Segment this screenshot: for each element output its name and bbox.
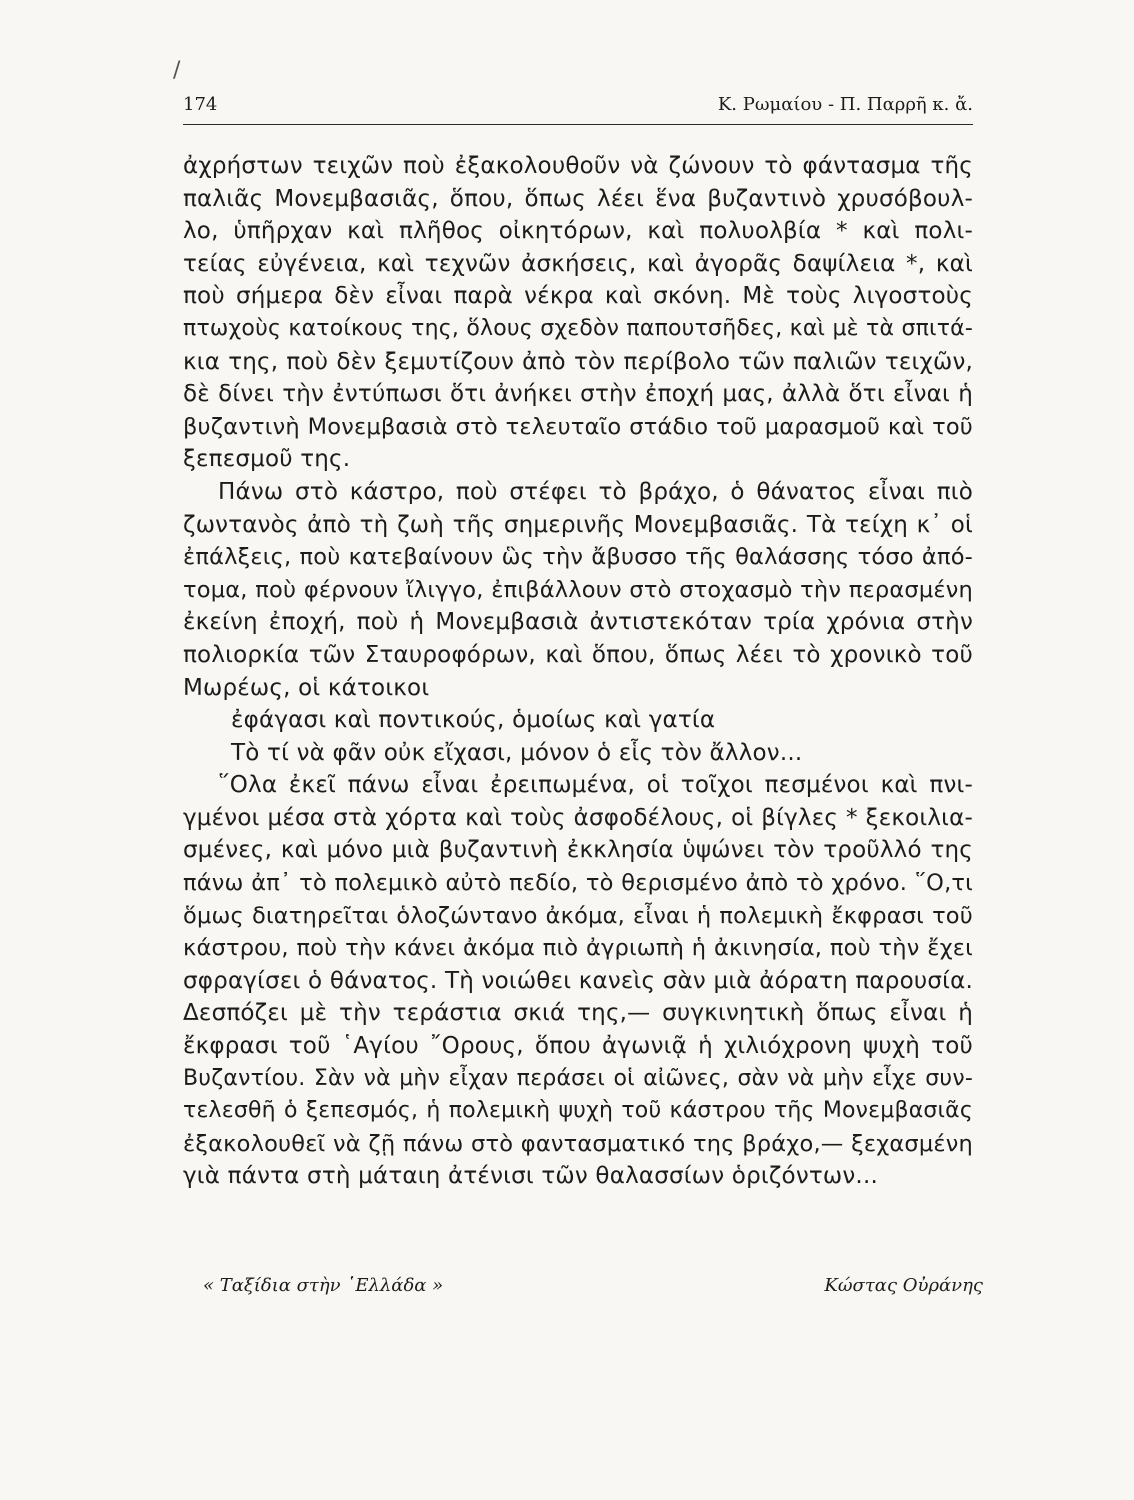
text-line: ξεπεσμοῦ της. xyxy=(183,446,351,473)
text-line: τομα, ποὺ φέρνουν ἴλιγγο, ἐπιβάλλουν στὸ στοχασμὸ τὴν περασμένη xyxy=(183,576,973,603)
text-line: πάνω ἀπ᾽ τὸ πολεμικὸ αὐτὸ πεδίο, τὸ θερισμένο ἀπὸ τὸ χρόνο. ῞Ο,τι xyxy=(183,870,973,897)
text-line: ζωντανὸς ἀπὸ τὴ ζωὴ τῆς σημερινῆς Μονεμβασιᾶς. Τὰ τείχη κ᾽ οἱ xyxy=(183,511,973,538)
text-line: γμένοι μέσα στὰ χόρτα καὶ τοὺς ἀσφοδέλους, οἱ βίγλες * ξεκοιλια- xyxy=(183,804,973,831)
text-line: σμένες, καὶ μόνο μιὰ βυζαντινὴ ἐκκλησία ὑψώνει τὸν τροῦλλό της xyxy=(183,837,973,864)
text-line: τελεσθῆ ὁ ξεπεσμός, ἡ πολεμικὴ ψυχὴ τοῦ κάστρου τῆς Μονεμβασιᾶς xyxy=(183,1098,973,1124)
text-line: σφραγίσει ὁ θάνατος. Τὴ νοιώθει κανεὶς σὰν μιὰ ἀόρατη παρουσία. xyxy=(183,967,973,994)
text-line: ὅμως διατηρεῖται ὁλοζώντανο ἀκόμα, εἶναι ἡ πολεμικὴ ἔκφρασι τοῦ xyxy=(183,902,973,929)
source-title: « Ταξίδια στὴν ῾Ελλάδα » xyxy=(203,1275,444,1296)
text-line: Βυζαντίου. Σὰν νὰ μὴν εἶχαν περάσει οἱ αἰῶνες, σὰν νὰ μὴν εἶχε συν- xyxy=(183,1065,973,1091)
verse-line: ἐφάγασι καὶ ποντικούς, ὁμοίως καὶ γατία xyxy=(231,707,716,734)
page-header xyxy=(183,88,973,118)
text-line: ἐκείνη ἐποχή, ποὺ ἡ Μονεμβασιὰ ἀντιστεκόταν τρία χρόνια στὴν xyxy=(183,609,973,636)
running-title: Κ. Ρωμαίου - Π. Παρρῆ κ. ἄ. xyxy=(717,94,973,115)
text-line: βυζαντινὴ Μονεμβασιὰ στὸ τελευταῖο στάδιο τοῦ μαρασμοῦ καὶ τοῦ xyxy=(183,413,973,440)
text-line: γιὰ πάντα στὴ μάταιη ἀτένισι τῶν θαλασσίων ὁριζόντων... xyxy=(183,1163,878,1190)
text-line: ποὺ σήμερα δὲν εἶναι παρὰ νέκρα καὶ σκόνη. Μὲ τοὺς λιγοστοὺς xyxy=(183,283,973,310)
body-text xyxy=(183,150,973,1193)
header-rule xyxy=(183,124,973,125)
text-line: ῞Ολα ἐκεῖ πάνω εἶναι ἐρειπωμένα, οἱ τοῖχοι πεσμένοι καὶ πνι- xyxy=(218,772,973,799)
page-number: 174 xyxy=(183,94,218,115)
text-line: ἔκφρασι τοῦ ῾Αγίου ῎Ορους, ὅπου ἀγωνιᾷ ἡ χιλιόχρονη ψυχὴ τοῦ xyxy=(183,1033,973,1060)
margin-pencil-mark: / xyxy=(173,58,181,83)
text-line: τείας εὐγένεια, καὶ τεχνῶν ἀσκήσεις, καὶ ἀγορᾶς δαψίλεια *, καὶ xyxy=(183,250,973,277)
text-line: Μωρέως, οἱ κάτοικοι xyxy=(183,674,430,701)
text-line: λο, ὑπῆρχαν καὶ πλῆθος οἰκητόρων, καὶ πολυολβία * καὶ πολι- xyxy=(183,218,973,245)
author-name: Κώστας Οὐράνης xyxy=(824,1275,983,1296)
text-line: ἐπάλξεις, ποὺ κατεβαίνουν ὣς τὴν ἄβυσσο τῆς θαλάσσης τόσο ἀπό- xyxy=(183,544,973,571)
verse-line: Τὸ τί νὰ φᾶν οὐκ εἴχασι, μόνον ὁ εἷς τὸν ἄλλον... xyxy=(231,739,803,766)
text-line: ἐξακολουθεῖ νὰ ζῇ πάνω στὸ φαντασματικό της βράχο,— ξεχασμένη xyxy=(183,1130,973,1157)
text-line: κια της, ποὺ δὲν ξεμυτίζουν ἀπὸ τὸν περίβολο τῶν παλιῶν τειχῶν, xyxy=(183,348,973,375)
text-line: παλιᾶς Μονεμβασιᾶς, ὅπου, ὅπως λέει ἕνα βυζαντινὸ χρυσόβουλ- xyxy=(183,185,973,212)
text-line: πολιορκία τῶν Σταυροφόρων, καὶ ὅπου, ὅπως λέει τὸ χρονικὸ τοῦ xyxy=(183,641,973,668)
citation-footer xyxy=(183,1275,983,1305)
text-line: πτωχοὺς κατοίκους της, ὅλους σχεδὸν παπουτσῆδες, καὶ μὲ τὰ σπιτά- xyxy=(183,315,973,341)
text-line: Πάνω στὸ κάστρο, ποὺ στέφει τὸ βράχο, ὁ θάνατος εἶναι πιὸ xyxy=(218,478,973,505)
text-line: ἀχρήστων τειχῶν ποὺ ἐξακολουθοῦν νὰ ζώνουν τὸ φάντασμα τῆς xyxy=(183,153,973,179)
text-line: Δεσπόζει μὲ τὴν τεράστια σκιά της,— συγκινητικὴ ὅπως εἶναι ἡ xyxy=(183,1000,973,1027)
text-line: δὲ δίνει τὴν ἐντύπωσι ὅτι ἀνήκει στὴν ἐποχή μας, ἀλλὰ ὅτι εἶναι ἡ xyxy=(183,381,973,408)
text-line: κάστρου, ποὺ τὴν κάνει ἀκόμα πιὸ ἀγριωπὴ ἡ ἀκινησία, ποὺ τὴν ἔχει xyxy=(183,935,973,962)
